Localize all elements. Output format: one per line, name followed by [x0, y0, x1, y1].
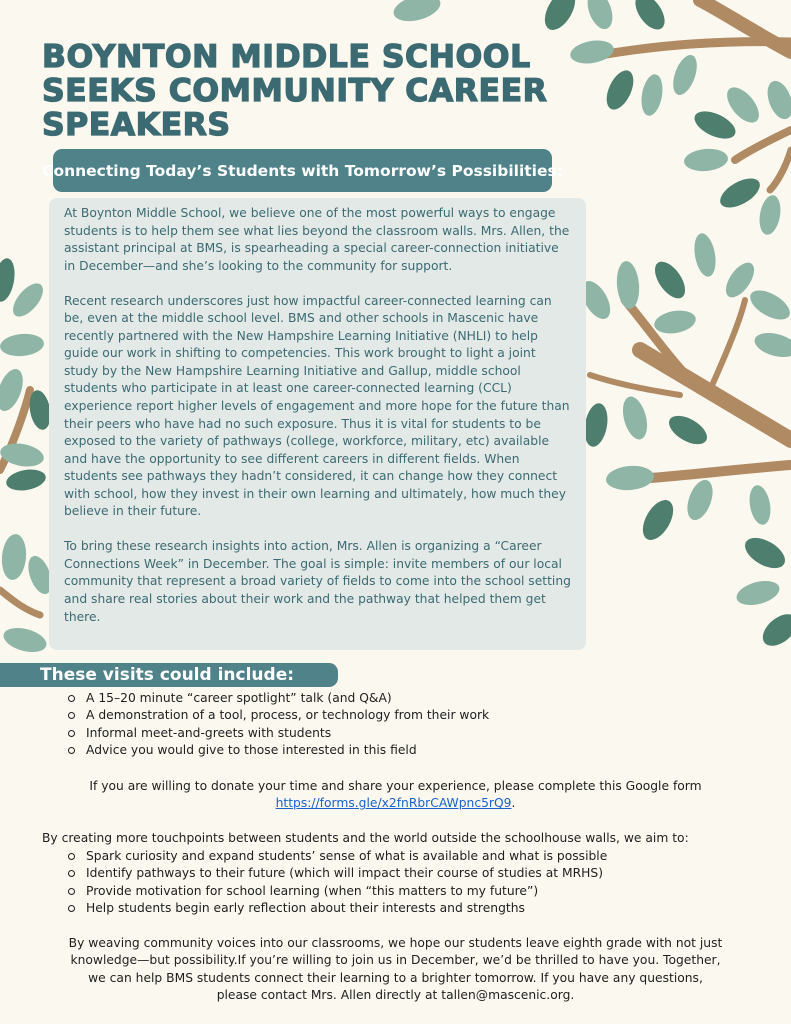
list-item: Provide motivation for school learning (when “this matters to my future”) [68, 883, 607, 900]
list-item: Help students begin early reflection about their interests and strengths [68, 900, 607, 917]
closing-line: By weaving community voices into our classrooms, we hope our students leave eighth grade with not just [68, 936, 723, 950]
form-link-line [20, 795, 771, 812]
intro-paragraph: Recent research underscores just how impactful career-connected learning can be, even at the middle school level. BMS and other schools in Mascenic have recently partnered with the New Hampshire Learning Initiative (NHLI) to help guide our work in shifting to competencies. This work brought to light a joint study by the New Hampshire Learning Initiative and Gallup, middle school students who participate in at least one career-connected learning (CCL) experience report higher levels of engagement and more hope for the future than their peers who have had no such exposure. Thus it is vital for students to be exposed to the variety of pathways (college, workforce, military, etc) available and have the opportunity to see different careers in different fields. When students see pathways they hadn’t considered, it can change how they connect with school, how they invest in their own learning and ultimately, how much they believe in their future. [64, 293, 570, 519]
aims-list [68, 848, 607, 918]
title-line: BOYNTON MIDDLE SCHOOL [42, 39, 531, 75]
list-item: Identify pathways to their future (which will impact their course of studies at MRHS) [68, 865, 607, 882]
intro-paragraph: To bring these research insights into action, Mrs. Allen is organizing a “Career Connections Week” in December. The goal is simple: invite members of our local community that represent a broad variety of fields to come into the school setting and share real stories about their work and the pathway that helped them get there. [64, 539, 571, 624]
closing-line: we can help BMS students connect their learning to a brighter tomorrow. If you have any questions, [88, 970, 703, 985]
page-title [42, 40, 582, 142]
closing-paragraph [20, 935, 771, 1005]
subtitle-banner: Connecting Today’s Students with Tomorrow’s Possibilities: [53, 149, 552, 192]
intro-paragraph: At Boynton Middle School, we believe one of the most powerful ways to engage students is to help them see what lies beyond the classroom walls. Mrs. Allen, the assistant principal at BMS, is spearheading a special career-connection initiative in December—and she’s looking to the community for support. [64, 206, 570, 273]
closing-line: knowledge—but possibility.If you’re willing to join us in December, we’d be thrilled to have you. Together, [70, 953, 721, 968]
visits-list [68, 690, 489, 760]
closing-line: please contact Mrs. Allen directly at tallen@mascenic.org. [216, 988, 575, 1003]
form-text: If you are willing to donate your time and share your experience, please complete this Google form [89, 779, 702, 793]
visits-heading: These visits could include: [0, 663, 338, 687]
form-link-suffix: . [511, 796, 516, 811]
list-item: Informal meet-and-greets with students [68, 725, 489, 742]
list-item: A demonstration of a tool, process, or technology from their work [68, 707, 489, 724]
list-item: A 15–20 minute “career spotlight” talk (and Q&A) [68, 690, 489, 707]
form-invitation [20, 778, 771, 813]
google-form-link[interactable]: https://forms.gle/x2fnRbrCAWpnc5rQ9 [275, 796, 512, 811]
intro-box [49, 198, 586, 650]
title-line: SEEKS COMMUNITY CAREER [42, 73, 548, 109]
list-item: Advice you would give to those interested in this field [68, 742, 489, 759]
title-line: SPEAKERS [42, 107, 231, 143]
list-item: Spark curiosity and expand students’ sense of what is available and what is possible [68, 848, 607, 865]
aims-intro: By creating more touchpoints between students and the world outside the schoolhouse walls, we aim to: [42, 831, 689, 845]
